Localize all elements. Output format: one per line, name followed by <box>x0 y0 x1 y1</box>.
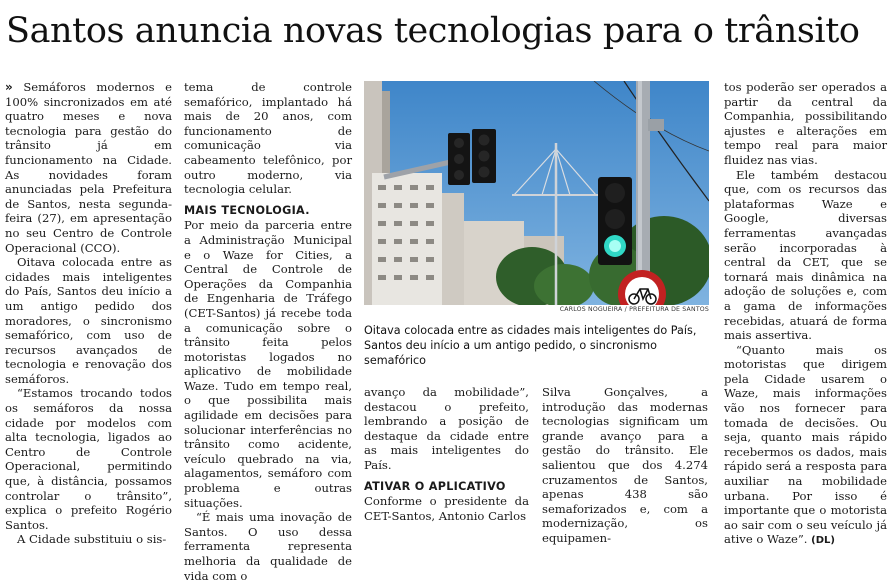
photo-caption: Oitava colocada entre as cidades mais inteligentes do País, Santos deu início a um antigo pedido, o sincronismo semafórico <box>364 324 697 367</box>
paragraph <box>724 343 887 549</box>
paragraph: Silva Gonçalves, a introdução das modernas tecnologias significam um grande avanço para a gestão do trânsito. Ele salientou que dos 4.274 cruzamentos de Santos, apenas 438 são semaforizados e, com a modernização, os equipamen- <box>542 385 708 545</box>
subheading: MAIS TECNOLOGIA. <box>184 203 310 217</box>
paragraph: “É mais uma inovação de Santos. O uso dessa ferramenta representa melhoria da qualidade de vida com o <box>184 510 352 583</box>
headline: Santos anuncia novas tecnologias para o trânsito <box>6 11 860 51</box>
paragraph: avanço da mobilidade”, destacou o prefeito, lembrando a posição de destaque da cidade entre as mais inteligentes do País. <box>364 385 529 472</box>
paragraph: Conforme o presidente da CET-Santos, Antonio Carlos <box>364 494 529 523</box>
paragraph: Oitava colocada entre as cidades mais inteligentes do País, Santos deu início a um antigo pedido dos moradores, o sincronismo semafórico, com uso de recursos avançados de tecnologia e renovação dos semáforos. <box>5 255 172 386</box>
paragraph: tos poderão ser operados a partir da central da Companhia, possibilitando ajustes e alterações em tempo real para maior fluidez nas vias. <box>724 80 887 167</box>
article-column-1 <box>5 80 172 547</box>
article-column-5 <box>724 80 887 549</box>
chevron-right-icon: » <box>5 80 13 94</box>
paragraph: “Estamos trocando todos os semáforos da nossa cidade por modelos com alta tecnologia, ligados ao Centro de Controle Operacional, permitindo que, à distância, possamos controlar o trânsito”, explica o prefeito Rogério Santos. <box>5 386 172 532</box>
traffic-light-photo-illustration <box>364 81 709 305</box>
photo-credit: CARLOS NOGUEIRA / PREFEITURA DE SANTOS <box>559 306 709 313</box>
traffic-light-photo <box>364 81 709 305</box>
paragraph: tema de controle semafórico, implantado há mais de 20 anos, com funcionamento de comunicação via cabeamento telefônico, por outro moderno, via tecnologia celular. <box>184 80 352 197</box>
paragraph: Por meio da parceria entre a Administração Municipal e o Waze for Cities, a Central de Controle de Operações da Companhia de Engenharia de Tráfego (CET-Santos) já recebe toda a comunicação sobre o trânsito feita pelos motoristas logados no aplicativo de mobilidade Waze. Tudo em tempo real, o que possibilita mais agilidade em decisões para solucionar interferências no trânsito como acidente, veículo quebrado na via, alagamentos, semáforo com problema e outras situações. <box>184 218 352 510</box>
quote-text: “Quanto mais os motoristas que dirigem pela Cidade usarem o Waze, mais informações vão nos fornecer para tomada de decisões. Ou seja, quanto mais rápido recebermos os dados, mais rápido será a resposta para auxiliar na mobilidade urbana. Por isso é importante que o motorista ao sair com o seu veículo já ative o Waze”. <box>724 342 887 547</box>
lead-text: Semáforos modernos e 100% sincronizados em até quatro meses e nova tecnologia para gestão do trânsito já em funcionamento na Cidade. As novidades foram anunciadas pela Prefeitura de Santos, nesta segunda-feira (27), em apresentação no seu Centro de Controle Operacional (CCO). <box>5 80 172 255</box>
paragraph: A Cidade substituiu o sis- <box>17 532 167 547</box>
article-column-3 <box>364 385 529 523</box>
article-column-2 <box>184 80 352 583</box>
author-signature: (DL) <box>811 535 835 547</box>
paragraph: Ele também destacou que, com os recursos das plataformas Waze e Google, diversas ferramentas avançadas serão incorporadas à central da CET, que se tornará mais dinâmica na adoção de soluções e, com a gama de informações recebidas, atuará de forma mais assertiva. <box>724 167 887 343</box>
article-column-4 <box>542 385 708 546</box>
lead-paragraph <box>5 80 172 255</box>
subheading: ATIVAR O APLICATIVO <box>364 479 506 493</box>
